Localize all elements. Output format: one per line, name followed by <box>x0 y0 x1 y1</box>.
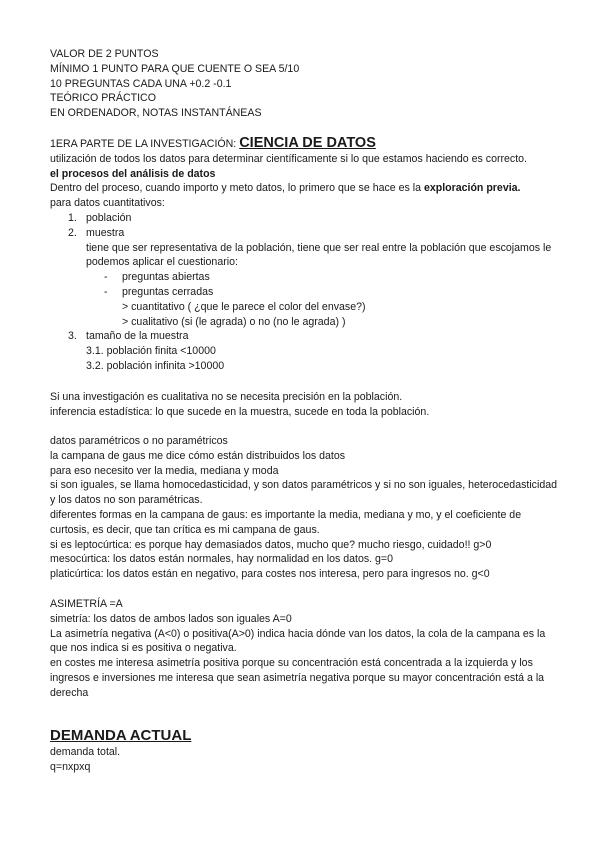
exploracion-previa-text: exploración previa. <box>423 182 521 195</box>
list-item-text: población <box>86 211 132 224</box>
part1-section <box>50 136 560 374</box>
muestra-description: tiene que ser representativa de la población, tiene que ser real entre la población que escojamos le podemos aplicar el cuestionario: <box>86 241 552 269</box>
parametricos-block <box>50 434 560 582</box>
dash-item-text: preguntas cerradas <box>122 285 214 298</box>
paragraph-line: inferencia estadística: lo que sucede en la muestra, sucede en toda la población. <box>50 405 430 418</box>
list-item <box>50 226 560 241</box>
paragraph-line: si es leptocúrtica: es porque hay demasiados datos, mucho que? mucho riesgo, cuidado!! g>0 <box>50 538 492 551</box>
part1-title: CIENCIA DE DATOS <box>239 135 376 151</box>
dash-item: - preguntas cerradas <box>104 285 214 298</box>
paragraph-line: para eso necesito ver la media, mediana y moda <box>50 464 279 477</box>
paragraph-line: mesocúrtica: los datos están normales, hay normalidad en los datos. g=0 <box>50 553 394 566</box>
list-item <box>50 329 560 344</box>
paragraph-line: demanda total. <box>50 746 121 758</box>
paragraph-line: platicúrtica: los datos están en negativo, para costes nos interesa, pero para ingresos no. g<0 <box>50 568 490 581</box>
list-number: 1. <box>68 211 77 224</box>
sub-item: > cualitativo (si (le agrada) o no (no le agrada) ) <box>122 315 346 328</box>
paragraph-line: datos paramétricos o no paramétricos <box>50 435 228 447</box>
paragraph-line: si son iguales, se llama homocedasticidad, y son datos paramétricos y si no son iguales, heterocedasticidad y los datos no son paramétricas. <box>50 479 558 507</box>
paragraph-line: diferentes formas en la campana de gaus: es importante la media, mediana y mo, y el coeficiente de curtosis, es decir, que tan crítica es mi campana de gaus. <box>50 508 522 536</box>
sub-item: 3.2. población infinita >10000 <box>86 359 225 372</box>
header-line: EN ORDENADOR, NOTAS INSTANTÁNEAS <box>50 107 262 120</box>
sub-item: > cuantitativo ( ¿que le parece el color del envase?) <box>122 300 366 313</box>
part1-line: para datos cuantitativos: <box>50 197 165 210</box>
cualitativa-block <box>50 390 560 420</box>
paragraph-line: simetría: los datos de ambos lados son iguales A=0 <box>50 612 292 625</box>
list-item-text: tamaño de la muestra <box>86 330 189 343</box>
dash-item-text: preguntas abiertas <box>122 271 210 284</box>
part1-heading <box>50 136 560 152</box>
asimetria-heading: ASIMETRÍA =A <box>50 598 123 610</box>
header-line: VALOR DE 2 PUNTOS <box>50 48 159 60</box>
part1-prefix: 1ERA PARTE DE LA INVESTIGACIÓN: <box>50 138 240 150</box>
asimetria-block <box>50 597 560 701</box>
paragraph-line: la campana de gaus me dice cómo están distribuidos los datos <box>50 449 346 462</box>
header-line: 10 PREGUNTAS CADA UNA +0.2 -0.1 <box>50 77 232 90</box>
paragraph-line: Si una investigación es cualitativa no se necesita precisión en la población. <box>50 391 403 403</box>
header-line: TEÓRICO PRÁCTICO <box>50 92 156 105</box>
paragraph-line: en costes me interesa asimetría positiva porque su concentración está concentrada a la izquierda y los ingresos e inversiones me interesa que sean asimetría negativa porque su mayor concentración está a la derecha <box>50 657 545 699</box>
demanda-title: DEMANDA ACTUAL <box>50 727 192 744</box>
list-number: 3. <box>68 330 77 343</box>
list-item <box>50 211 560 226</box>
header-line: MÍNIMO 1 PUNTO PARA QUE CUENTE O SEA 5/10 <box>50 62 300 75</box>
sub-item: 3.1. población finita <10000 <box>86 345 216 358</box>
part1-line: Dentro del proceso, cuando importo y meto datos, lo primero que se hace es la exploración previa. <box>50 182 521 195</box>
part1-line: utilización de todos los datos para determinar científicamente si lo que estamos haciendo es correcto. <box>50 152 527 165</box>
demanda-block <box>50 727 560 775</box>
dash-item: - preguntas abiertas <box>104 271 210 284</box>
header-block <box>50 47 560 121</box>
part1-bold-line: el procesos del análisis de datos <box>50 167 216 180</box>
formula-line: q=nxpxq <box>50 760 91 773</box>
paragraph-line: La asimetría negativa (A<0) o positiva(A>0) indica hacia dónde van los datos, la cola de la campana es la que nos indica si es positiva o negativa. <box>50 627 546 655</box>
list-number: 2. <box>68 226 77 239</box>
list-item-text: muestra <box>86 226 125 239</box>
